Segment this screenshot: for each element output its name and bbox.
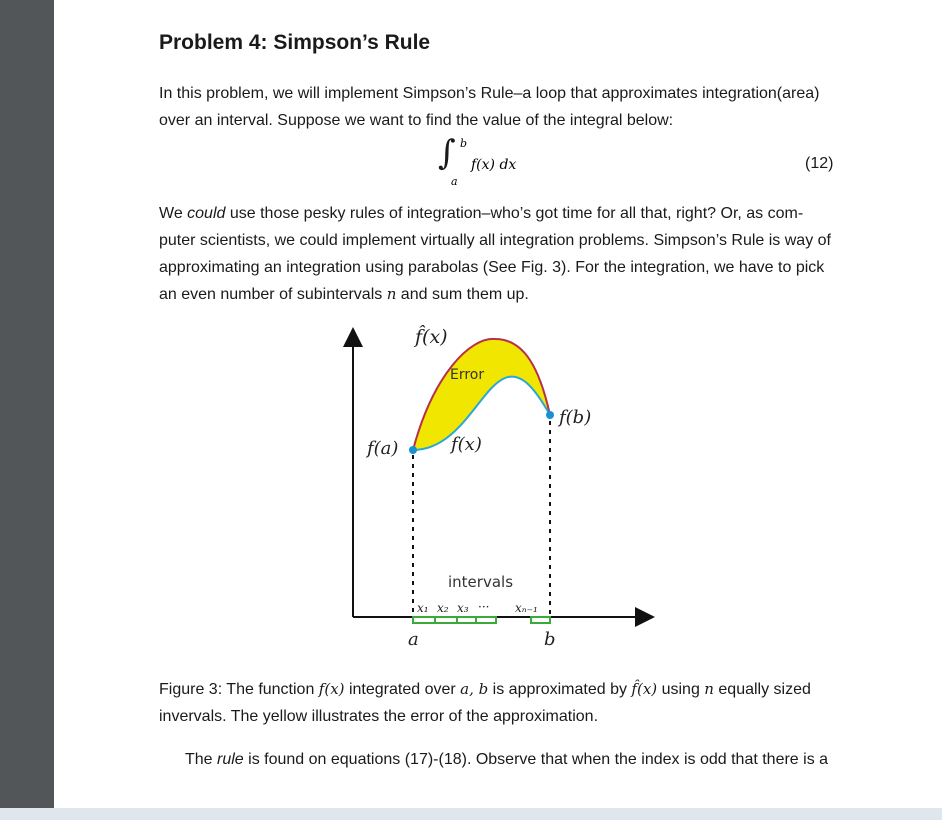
interval-box-4 xyxy=(476,617,496,623)
section-heading: Problem 4: Simpson’s Rule xyxy=(159,31,431,54)
label-xn1: xₙ₋₁ xyxy=(515,601,538,615)
body-line-4 xyxy=(159,281,844,308)
integral-lower-limit: a xyxy=(451,175,458,188)
label-b: b xyxy=(544,629,556,650)
simpson-figure xyxy=(335,315,665,655)
viewer-gutter xyxy=(0,0,54,820)
caption-p4: using xyxy=(657,681,705,698)
caption-m2: a, b xyxy=(460,680,489,698)
caption-p2: integrated over xyxy=(344,681,461,698)
body-line-1-em: could xyxy=(187,205,226,222)
label-fx: f(x) xyxy=(451,434,482,455)
caption-m4: n xyxy=(704,680,714,698)
label-x2: x₂ xyxy=(437,601,449,615)
body-line-1-pre: We xyxy=(159,205,188,222)
taskbar-strip xyxy=(0,808,942,820)
label-error: Error xyxy=(450,367,485,383)
body-line-4-math: n xyxy=(386,285,397,303)
interval-box-3 xyxy=(457,617,476,623)
body-line-4-pre: an even number of subintervals xyxy=(159,286,387,303)
caption-line-2: invervals. The yellow illustrates the error of the approximation. xyxy=(159,708,599,725)
label-x1: x₁ xyxy=(417,601,429,615)
caption-m1: f(x) xyxy=(318,680,345,698)
rule-em: rule xyxy=(217,751,244,768)
body-line-4-post: and sum them up. xyxy=(396,286,529,303)
body-line-1-post: use those pesky rules of integration–who’s got time for all that, right? Or, as com- xyxy=(225,205,804,222)
point-fb xyxy=(546,411,554,419)
figure-caption xyxy=(159,676,844,730)
interval-box-n xyxy=(531,617,550,623)
body-line-2: puter scientists, we could implement virtually all integration problems. Simpson’s Rule is way of xyxy=(159,232,831,249)
label-fa: f(a) xyxy=(367,438,399,459)
interval-box-1 xyxy=(413,617,435,623)
body-line-3: approximating an integration using parabolas (See Fig. 3). For the integration, we have to pick xyxy=(159,259,825,276)
label-a: a xyxy=(408,629,419,650)
body-line-1 xyxy=(159,200,844,227)
rule-post: is found on equations (17)-(18). Observe that when the index is odd that there is a xyxy=(243,751,829,768)
point-fa xyxy=(409,446,417,454)
rule-pre: The xyxy=(185,751,218,768)
intro-line-1: In this problem, we will implement Simpson’s Rule–a loop that approximates integration(area) xyxy=(159,85,820,102)
label-dots: ··· xyxy=(478,600,490,614)
integral-upper-limit: b xyxy=(460,137,468,150)
integral-sign: ∫ xyxy=(438,133,456,173)
body-paragraph xyxy=(159,200,844,308)
intro-paragraph xyxy=(159,80,844,134)
label-x3: x₃ xyxy=(457,601,469,615)
caption-line-1 xyxy=(159,676,844,703)
integrand: f(x) dx xyxy=(471,157,517,173)
caption-m3: f̂(x) xyxy=(631,680,658,698)
caption-p3: is approximated by xyxy=(488,681,632,698)
interval-box-2 xyxy=(435,617,457,623)
label-fb: f(b) xyxy=(559,407,592,428)
intro-line-2: over an interval. Suppose we want to find the value of the integral below: xyxy=(159,112,674,129)
integral-equation xyxy=(438,133,588,193)
caption-p1: Figure 3: The function xyxy=(159,681,319,698)
label-fhat: f̂(x) xyxy=(415,326,448,348)
caption-p5: equally sized xyxy=(713,681,811,698)
equation-number: (12) xyxy=(805,155,834,172)
rule-paragraph xyxy=(185,746,828,773)
label-intervals: intervals xyxy=(448,573,514,591)
